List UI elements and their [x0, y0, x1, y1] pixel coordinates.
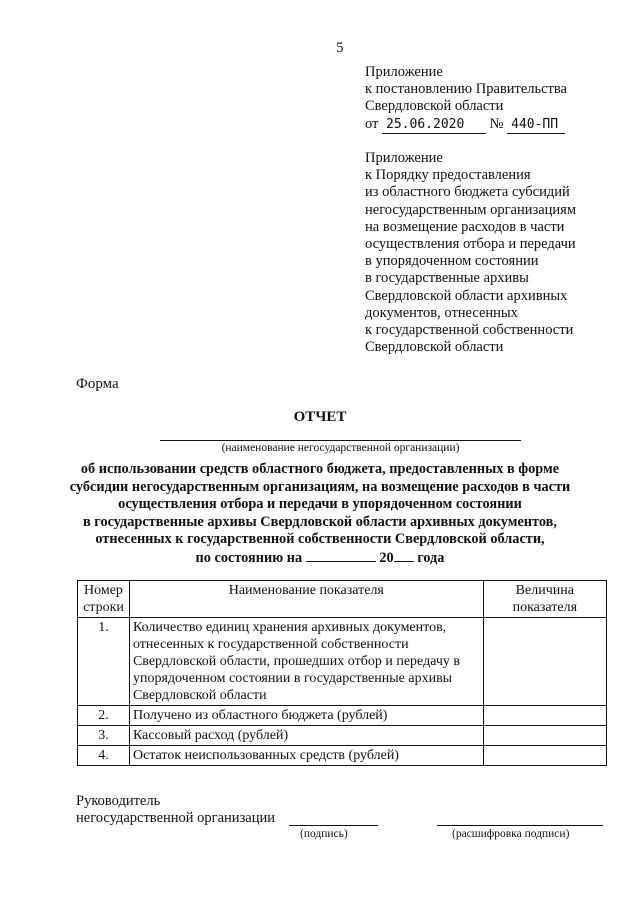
- row-value: [483, 726, 606, 746]
- row-value: [483, 706, 606, 726]
- report-date-line: [60, 549, 580, 568]
- appendix-line: Свердловской области: [365, 98, 504, 115]
- decree-date-number-line: [365, 116, 567, 134]
- subtitle-line: в государственные архивы Свердловской области архивных документов,: [83, 513, 557, 530]
- table-row: [78, 746, 607, 766]
- appendix-government-decree: [365, 64, 567, 134]
- appendix-line: на возмещение расходов в части: [365, 218, 565, 235]
- appendix-line: к постановлению Правительства: [365, 81, 567, 98]
- appendix-line: осуществления отбора и передачи: [365, 236, 576, 253]
- subtitle-line: осуществления отбора и передачи в упорядоченном состоянии: [118, 496, 522, 512]
- appendix-line: документов, отнесенных: [365, 304, 518, 321]
- row-name: Количество единиц хранения архивных документов, отнесенных к государственной собственности Свердловской области, прошедших отбор и передачу в упорядоченном состоянии в государственные архивы Свердловской области: [129, 618, 483, 706]
- report-title: ОТЧЕТ: [293, 409, 347, 425]
- date-line-prefix: по состоянию на: [195, 549, 303, 566]
- header-value: Величина показателя: [483, 581, 606, 618]
- row-name: Кассовый расход (рублей): [129, 726, 483, 746]
- signatory-title: [76, 793, 275, 827]
- decree-number: 440-ПП: [507, 116, 565, 134]
- header-num: Номер строки: [78, 581, 130, 618]
- date-line-suffix: года: [417, 549, 445, 566]
- row-num: 4.: [78, 746, 130, 766]
- appendix-line: Приложение: [365, 64, 443, 80]
- number-prefix: №: [489, 115, 504, 132]
- appendix-line: из областного бюджета субсидий: [365, 184, 570, 201]
- appendix-line: к Порядку предоставления: [365, 167, 531, 184]
- table-row: [78, 618, 607, 706]
- appendix-procedure: [365, 150, 576, 356]
- subtitle-line: субсидии негосударственным организациям, на возмещение расходов в части: [69, 478, 571, 495]
- org-name-caption: (наименование негосударственной организации): [221, 442, 460, 454]
- report-subtitle: [60, 461, 580, 567]
- table-row: [78, 706, 607, 726]
- year-blank: [394, 549, 414, 562]
- decree-date: 25.06.2020: [382, 116, 486, 134]
- org-name-blank-line: [160, 440, 521, 441]
- page-number: 5: [336, 40, 344, 56]
- subtitle-line: отнесенных к государственной собственности Свердловской области,: [95, 531, 545, 547]
- appendix-line: негосударственным организациям: [365, 201, 577, 218]
- report-table: [77, 580, 607, 766]
- signature-blank-line: [289, 825, 378, 826]
- date-blank: [306, 549, 376, 562]
- decoding-blank-line: [437, 825, 603, 826]
- appendix-line: Свердловской области архивных: [365, 287, 568, 304]
- date-prefix: от: [365, 115, 379, 132]
- row-value: [483, 618, 606, 706]
- decoding-caption: (расшифровка подписи): [452, 828, 570, 840]
- form-label: Форма: [76, 376, 119, 392]
- appendix-line: к государственной собственности: [365, 322, 574, 339]
- table-header-row: [78, 581, 607, 618]
- row-num: 1.: [78, 618, 130, 706]
- appendix-line: Свердловской области: [365, 339, 504, 356]
- signatory-line: Руководитель: [76, 793, 161, 809]
- row-name: Остаток неиспользованных средств (рублей): [129, 746, 483, 766]
- signatory-line: негосударственной организации: [76, 810, 276, 826]
- row-num: 2.: [78, 706, 130, 726]
- row-name: Получено из областного бюджета (рублей): [129, 706, 483, 726]
- subtitle-line: об использовании средств областного бюджета, предоставленных в форме: [80, 461, 560, 477]
- appendix-line: в государственные архивы: [365, 270, 529, 287]
- signature-caption: (подпись): [300, 828, 348, 840]
- row-num: 3.: [78, 726, 130, 746]
- table-row: [78, 726, 607, 746]
- date-line-year: 20: [379, 549, 394, 566]
- row-value: [483, 746, 606, 766]
- appendix-line: в упорядоченном состоянии: [365, 253, 539, 270]
- appendix-line: Приложение: [365, 150, 443, 166]
- header-name: Наименование показателя: [129, 581, 483, 618]
